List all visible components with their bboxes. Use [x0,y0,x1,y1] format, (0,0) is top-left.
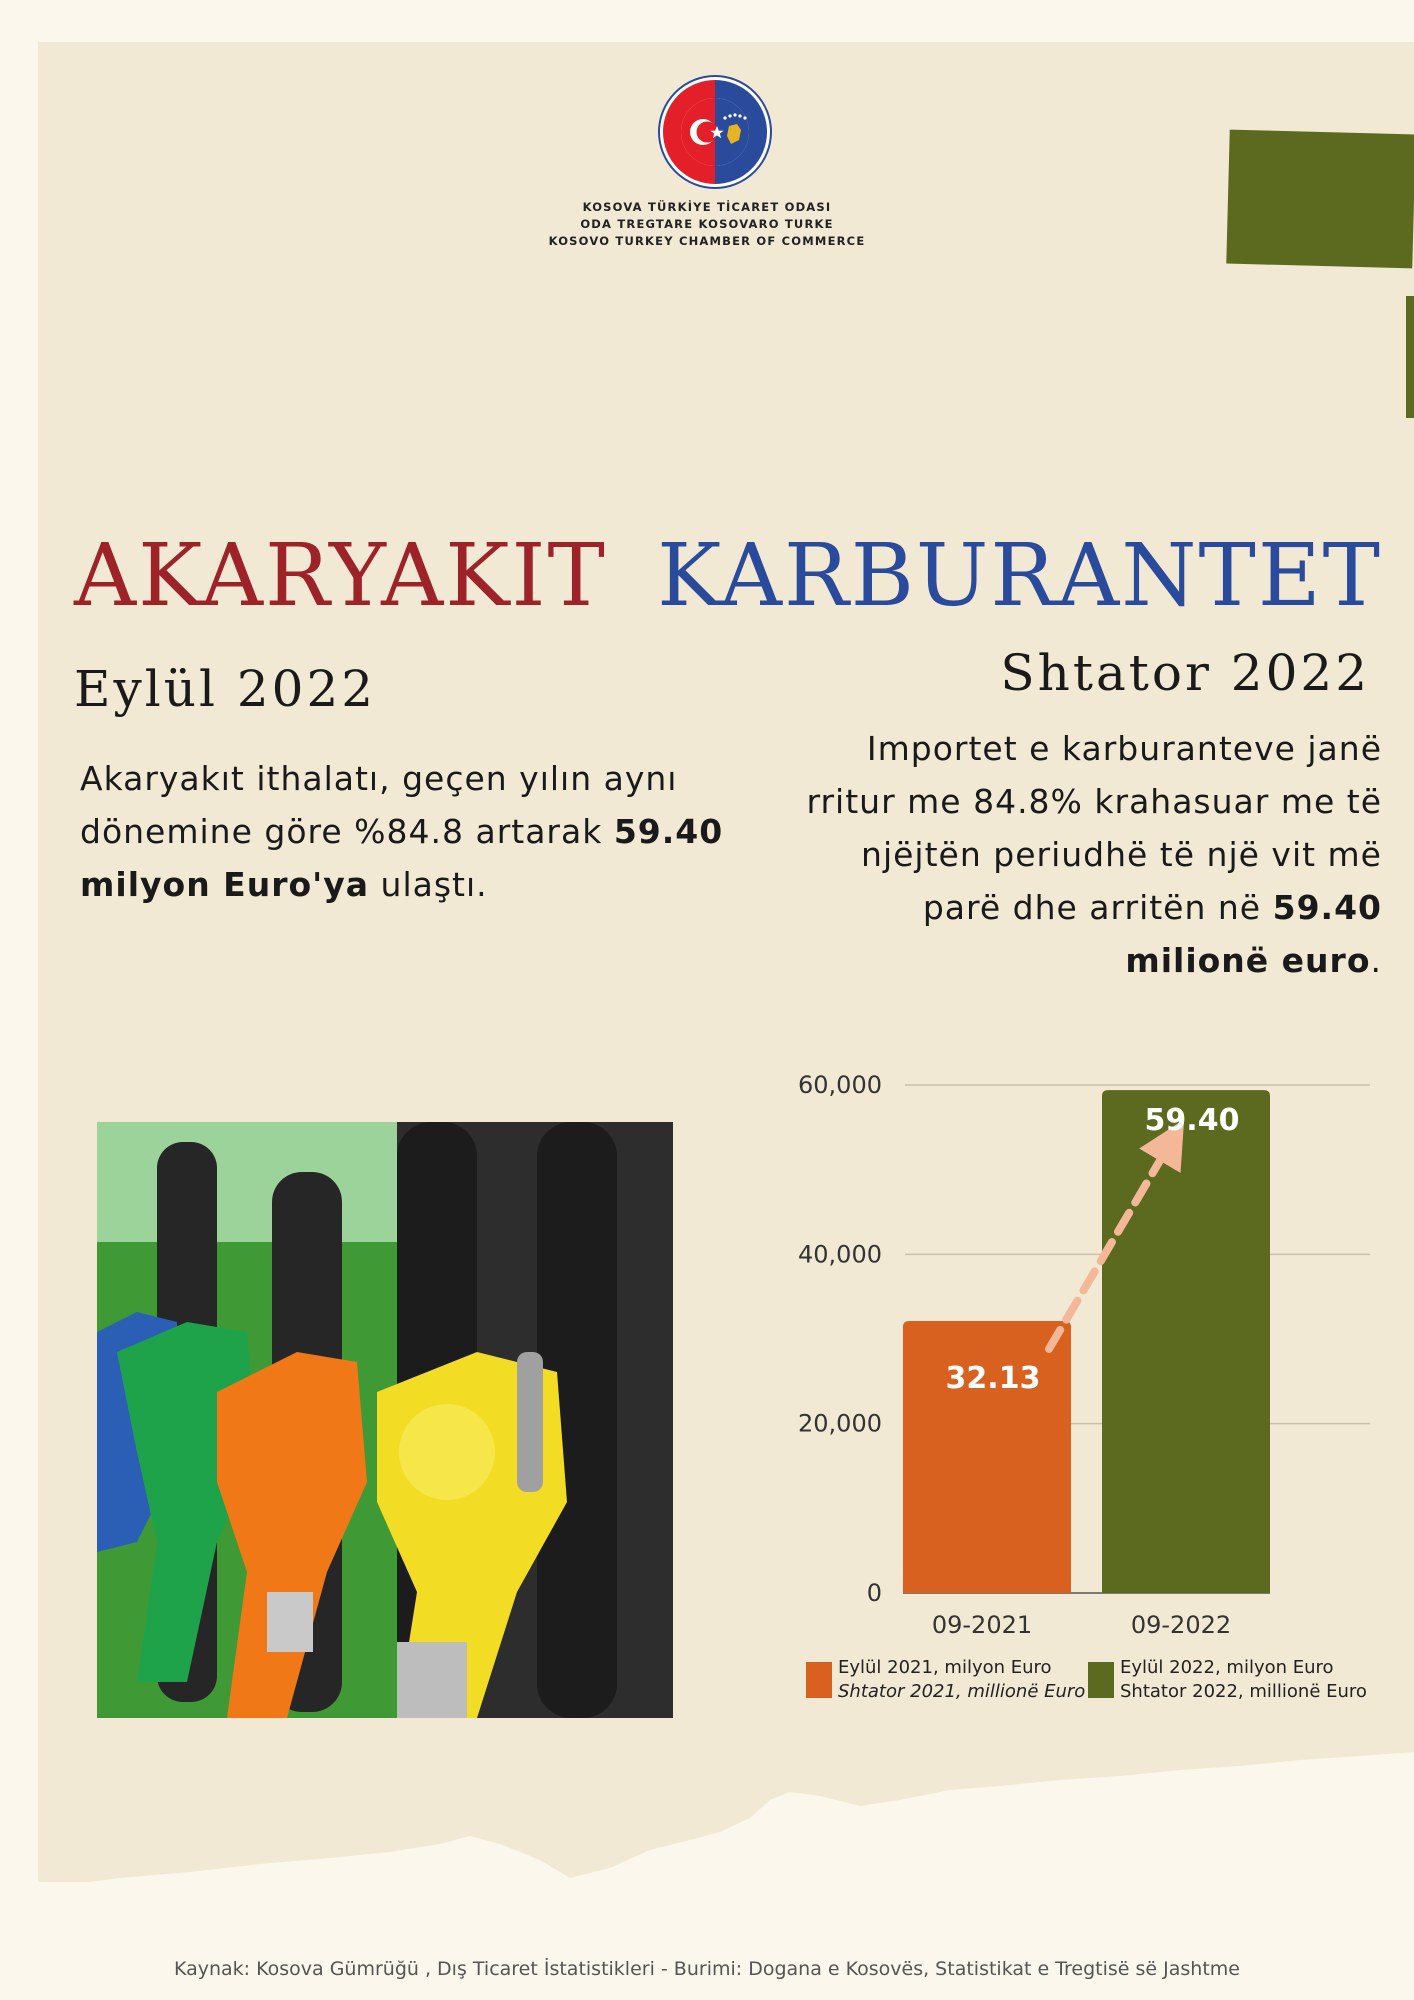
source-footer: Kaynak: Kosova Gümrüğü , Dış Ticaret İstatistikleri - Burimi: Dogana e Kosovës, Statistikat e Tregtisë së Jashtme [173,1958,1241,1980]
bar-09-2022 [1102,1090,1270,1593]
title-turkish: AKARYAKIT [74,526,607,626]
bar-value-label: 59.40 [1144,1103,1240,1139]
legend-swatch-2021 [806,1662,832,1698]
title-albanian: KARBURANTET [657,526,1382,626]
legend-swatch-2022 [1088,1662,1114,1698]
y-tick-label: 0 [866,1579,882,1607]
legend-item-2021 [806,1656,1085,1704]
fuel-pump-nozzles-icon [97,1122,673,1718]
summary-albanian: Importet e karburanteve janë rritur me 84.8% krahasuar me të njëjtën periudhë të një vit më parë dhe arritën në 59.40 milionë euro. [806,729,1382,980]
y-tick-label: 60,000 [798,1071,882,1099]
subtitle-turkish: Eylül 2022 [74,660,377,718]
legend-label-2022-turkish: Eylül 2022, milyon Euro [1120,1657,1334,1678]
torn-paper-edge [0,1740,1414,1940]
decorative-green-strip [1406,296,1414,418]
legend-label-2021-albanian: Shtator 2021, millionë Euro [838,1681,1086,1702]
org-name-english: KOSOVO TURKEY CHAMBER OF COMMERCE [548,234,866,248]
y-tick-label: 20,000 [798,1409,882,1438]
summary-turkish: Akaryakıt ithalatı, geçen yılın aynı dönemine göre %84.8 artarak 59.40 milyon Euro'ya ulaştı. [80,759,724,904]
org-name-turkish: KOSOVA TÜRKİYE TİCARET ODASI [582,200,832,214]
chamber-seal-icon [657,74,773,190]
legend-label-2022-albanian: Shtator 2022, millionë Euro [1120,1681,1367,1702]
bar-value-label: 32.13 [945,1360,1041,1396]
x-category-label: 09-2021 [931,1611,1033,1639]
decorative-green-block [1226,130,1414,269]
summary-albanian-highlight: 59.40 milionë euro [1125,888,1382,980]
org-name-albanian: ODA TREGTARE KOSOVARO TURKE [580,217,834,231]
legend-label-2021-turkish: Eylül 2021, milyon Euro [838,1657,1052,1678]
subtitle-albanian: Shtator 2022 [1000,644,1370,702]
legend-item-2022 [1088,1656,1367,1704]
summary-turkish-highlight: 59.40 milyon Euro'ya [80,812,724,904]
y-tick-label: 40,000 [798,1240,882,1269]
fuel-imports-bar-chart [780,1060,1370,1720]
x-category-label: 09-2022 [1130,1611,1232,1639]
